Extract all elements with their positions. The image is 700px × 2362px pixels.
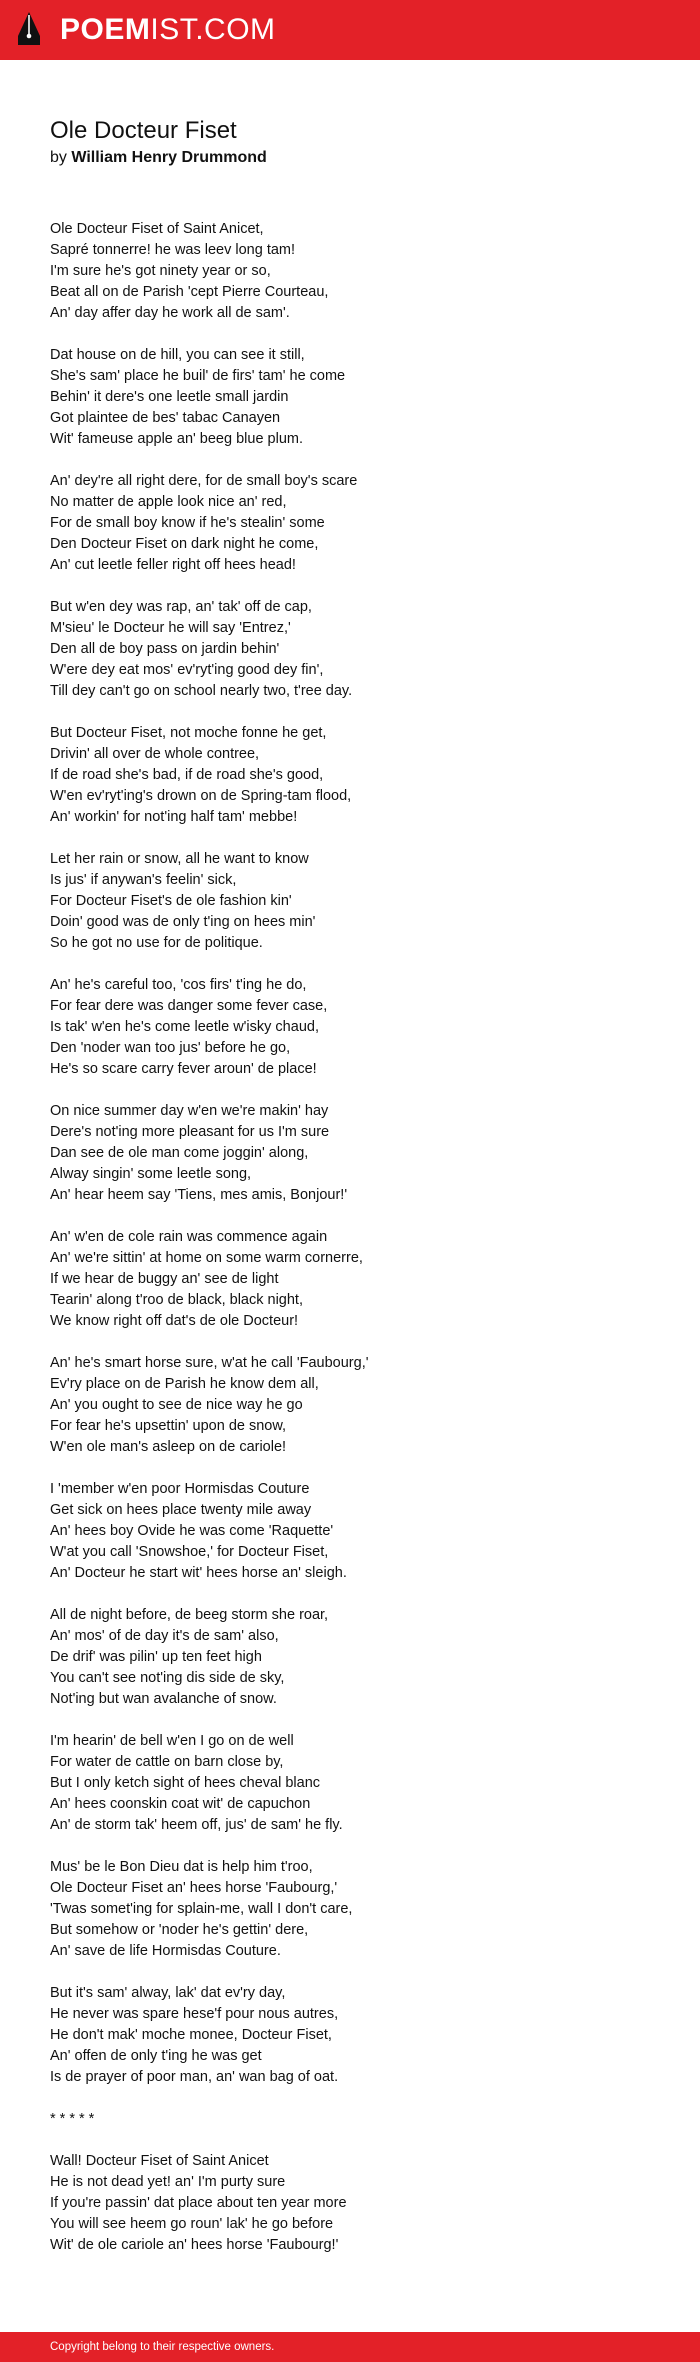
stanza <box>50 597 670 702</box>
poem-line: Dere's not'ing more pleasant for us I'm sure <box>50 1124 330 1140</box>
stanza <box>50 1857 670 1962</box>
poem-line: An' offen de only t'ing he was get <box>50 2048 262 2064</box>
poem-line: On nice summer day w'en we're makin' hay <box>50 1103 329 1119</box>
stanza-gap <box>50 1836 670 1857</box>
poem-line: Tearin' along t'roo de black, black night, <box>50 1292 303 1308</box>
poem-line: He never was spare hese'f pour nous autres, <box>50 2006 339 2022</box>
poem-line: But w'en dey was rap, an' tak' off de cap, <box>50 599 312 615</box>
poem-line: He is not dead yet! an' I'm purty sure <box>50 2174 286 2190</box>
poem-line: An' he's smart horse sure, w'at he call 'Faubourg,' <box>50 1355 369 1371</box>
stanza-gap <box>50 828 670 849</box>
poem-line: All de night before, de beeg storm she roar, <box>50 1607 329 1623</box>
poem-line: You can't see not'ing dis side de sky, <box>50 1670 285 1686</box>
brand-bold: POEM <box>60 13 151 46</box>
poem-line: * * * * * <box>50 2111 95 2127</box>
poem-line: M'sieu' le Docteur he will say 'Entrez,' <box>50 620 291 636</box>
poem-line: Ev'ry place on de Parish he know dem all, <box>50 1376 319 1392</box>
poem-line: But somehow or 'noder he's gettin' dere, <box>50 1922 309 1938</box>
poem-line: I'm hearin' de bell w'en I go on de well <box>50 1733 294 1749</box>
stanza-gap <box>50 702 670 723</box>
stanza <box>50 849 670 954</box>
poem-line: W'at you call 'Snowshoe,' for Docteur Fiset, <box>50 1544 329 1560</box>
poem-line: For fear dere was danger some fever case, <box>50 998 328 1014</box>
poem-line: W'en ev'ryt'ing's drown on de Spring-tam flood, <box>50 788 352 804</box>
stanza <box>50 1227 670 1332</box>
poem-line: But Docteur Fiset, not moche fonne he get, <box>50 725 327 741</box>
poem-line: An' you ought to see de nice way he go <box>50 1397 303 1413</box>
poem-line: An' Docteur he start wit' hees horse an' sleigh. <box>50 1565 347 1581</box>
poem-line: If we hear de buggy an' see de light <box>50 1271 279 1287</box>
poem-line: An' we're sittin' at home on some warm cornerre, <box>50 1250 363 1266</box>
poem-line: No matter de apple look nice an' red, <box>50 494 287 510</box>
stanza <box>50 2151 670 2256</box>
poem-line: Wall! Docteur Fiset of Saint Anicet <box>50 2153 269 2169</box>
poem-line: Not'ing but wan avalanche of snow. <box>50 1691 277 1707</box>
stanza <box>50 1731 670 1836</box>
poem-line: An' dey're all right dere, for de small boy's scare <box>50 473 358 489</box>
stanza <box>50 975 670 1080</box>
poem-line: An' mos' of de day it's de sam' also, <box>50 1628 279 1644</box>
poem-line: Wit' fameuse apple an' beeg blue plum. <box>50 431 303 447</box>
poem-line: Behin' it dere's one leetle small jardin <box>50 389 289 405</box>
copyright-text: Copyright belong to their respective owners. <box>50 2341 275 2353</box>
poem-line: An' hear heem say 'Tiens, mes amis, Bonjour!' <box>50 1187 348 1203</box>
poem-line: W'ere dey eat mos' ev'ryt'ing good dey fin', <box>50 662 324 678</box>
poem-line: For water de cattle on barn close by, <box>50 1754 284 1770</box>
poem-line: I'm sure he's got ninety year or so, <box>50 263 271 279</box>
stanza-gap <box>50 1332 670 1353</box>
poem-line: Alway singin' some leetle song, <box>50 1166 252 1182</box>
poem-line: Till dey can't go on school nearly two, t'ree day. <box>50 683 353 699</box>
poem-line: Beat all on de Parish 'cept Pierre Courteau, <box>50 284 329 300</box>
poem-line: An' cut leetle feller right off hees head! <box>50 557 296 573</box>
poem-title: Ole Docteur Fiset <box>50 117 237 144</box>
stanza-gap <box>50 2130 670 2151</box>
stanza <box>50 1983 670 2088</box>
poem-line: For Docteur Fiset's de ole fashion kin' <box>50 893 292 909</box>
poem-line: 'Twas somet'ing for splain-me, wall I don't care, <box>50 1901 353 1917</box>
stanza <box>50 2109 670 2130</box>
poem-line: An' hees boy Ovide he was come 'Raquette' <box>50 1523 334 1539</box>
stanza-gap <box>50 1962 670 1983</box>
poem-line: Doin' good was de only t'ing on hees min' <box>50 914 316 930</box>
poem-line: Den Docteur Fiset on dark night he come, <box>50 536 319 552</box>
poem-line: Ole Docteur Fiset an' hees horse 'Faubourg,' <box>50 1880 338 1896</box>
poem-line: He don't mak' moche monee, Docteur Fiset, <box>50 2027 332 2043</box>
poem-body <box>50 219 670 2256</box>
poem-line: But it's sam' alway, lak' dat ev'ry day, <box>50 1985 286 2001</box>
poem-line: An' de storm tak' heem off, jus' de sam' he fly. <box>50 1817 343 1833</box>
poem-line: For fear he's upsettin' upon de snow, <box>50 1418 287 1434</box>
poem-line: But I only ketch sight of hees cheval blanc <box>50 1775 321 1791</box>
poem-line: Dat house on de hill, you can see it still, <box>50 347 305 363</box>
poem-line: So he got no use for de politique. <box>50 935 263 951</box>
poem-line: We know right off dat's de ole Docteur! <box>50 1313 299 1329</box>
brand-light: IST.COM <box>150 13 276 46</box>
author-name[interactable]: William Henry Drummond <box>71 149 267 166</box>
stanza-gap <box>50 1080 670 1101</box>
poem-line: Is de prayer of poor man, an' wan bag of oat. <box>50 2069 339 2085</box>
stanza <box>50 1605 670 1710</box>
poem-line: An' day affer day he work all de sam'. <box>50 305 290 321</box>
poem-line: Sapré tonnerre! he was leev long tam! <box>50 242 296 258</box>
poem-line: An' he's careful too, 'cos firs' t'ing he do, <box>50 977 307 993</box>
poem-line: She's sam' place he buil' de firs' tam' he come <box>50 368 346 384</box>
poem-line: He's so scare carry fever aroun' de place! <box>50 1061 317 1077</box>
stanza <box>50 219 670 324</box>
stanza <box>50 345 670 450</box>
poem-line: De drif' was pilin' up ten feet high <box>50 1649 262 1665</box>
by-label: by <box>50 149 67 166</box>
stanza-gap <box>50 324 670 345</box>
stanza <box>50 1479 670 1584</box>
site-logo-text[interactable] <box>60 11 276 49</box>
poem-line: Is jus' if anywan's feelin' sick, <box>50 872 237 888</box>
poem-line: Get sick on hees place twenty mile away <box>50 1502 312 1518</box>
poem-line: If de road she's bad, if de road she's good, <box>50 767 324 783</box>
poem-line: For de small boy know if he's stealin' some <box>50 515 325 531</box>
poem-line: Den all de boy pass on jardin behin' <box>50 641 280 657</box>
poem-line: Ole Docteur Fiset of Saint Anicet, <box>50 221 264 237</box>
stanza-gap <box>50 1584 670 1605</box>
poem-line: Mus' be le Bon Dieu dat is help him t'roo, <box>50 1859 313 1875</box>
stanza <box>50 723 670 828</box>
stanza-gap <box>50 1710 670 1731</box>
stanza-gap <box>50 1458 670 1479</box>
pen-nib-icon[interactable] <box>16 11 42 49</box>
poem-line: An' workin' for not'ing half tam' mebbe! <box>50 809 298 825</box>
byline <box>50 148 267 168</box>
stanza-gap <box>50 954 670 975</box>
site-footer <box>0 2332 700 2362</box>
site-header <box>0 0 700 60</box>
poem-line: An' save de life Hormisdas Couture. <box>50 1943 281 1959</box>
poem-line: Dan see de ole man come joggin' along, <box>50 1145 309 1161</box>
poem-line: Wit' de ole cariole an' hees horse 'Faubourg!' <box>50 2237 339 2253</box>
poem-line: Is tak' w'en he's come leetle w'isky chaud, <box>50 1019 319 1035</box>
poem-line: An' hees coonskin coat wit' de capuchon <box>50 1796 311 1812</box>
poem-line: Den 'noder wan too jus' before he go, <box>50 1040 291 1056</box>
stanza <box>50 471 670 576</box>
stanza <box>50 1101 670 1206</box>
poem-line: You will see heem go roun' lak' he go before <box>50 2216 334 2232</box>
stanza-gap <box>50 576 670 597</box>
stanza-gap <box>50 2088 670 2109</box>
poem-line: W'en ole man's asleep on de cariole! <box>50 1439 287 1455</box>
poem-line: An' w'en de cole rain was commence again <box>50 1229 328 1245</box>
stanza-gap <box>50 1206 670 1227</box>
stanza <box>50 1353 670 1458</box>
stanza-gap <box>50 450 670 471</box>
poem-line: If you're passin' dat place about ten year more <box>50 2195 347 2211</box>
poem-line: I 'member w'en poor Hormisdas Couture <box>50 1481 310 1497</box>
poem-line: Drivin' all over de whole contree, <box>50 746 260 762</box>
poem-line: Got plaintee de bes' tabac Canayen <box>50 410 281 426</box>
poem-line: Let her rain or snow, all he want to know <box>50 851 309 867</box>
